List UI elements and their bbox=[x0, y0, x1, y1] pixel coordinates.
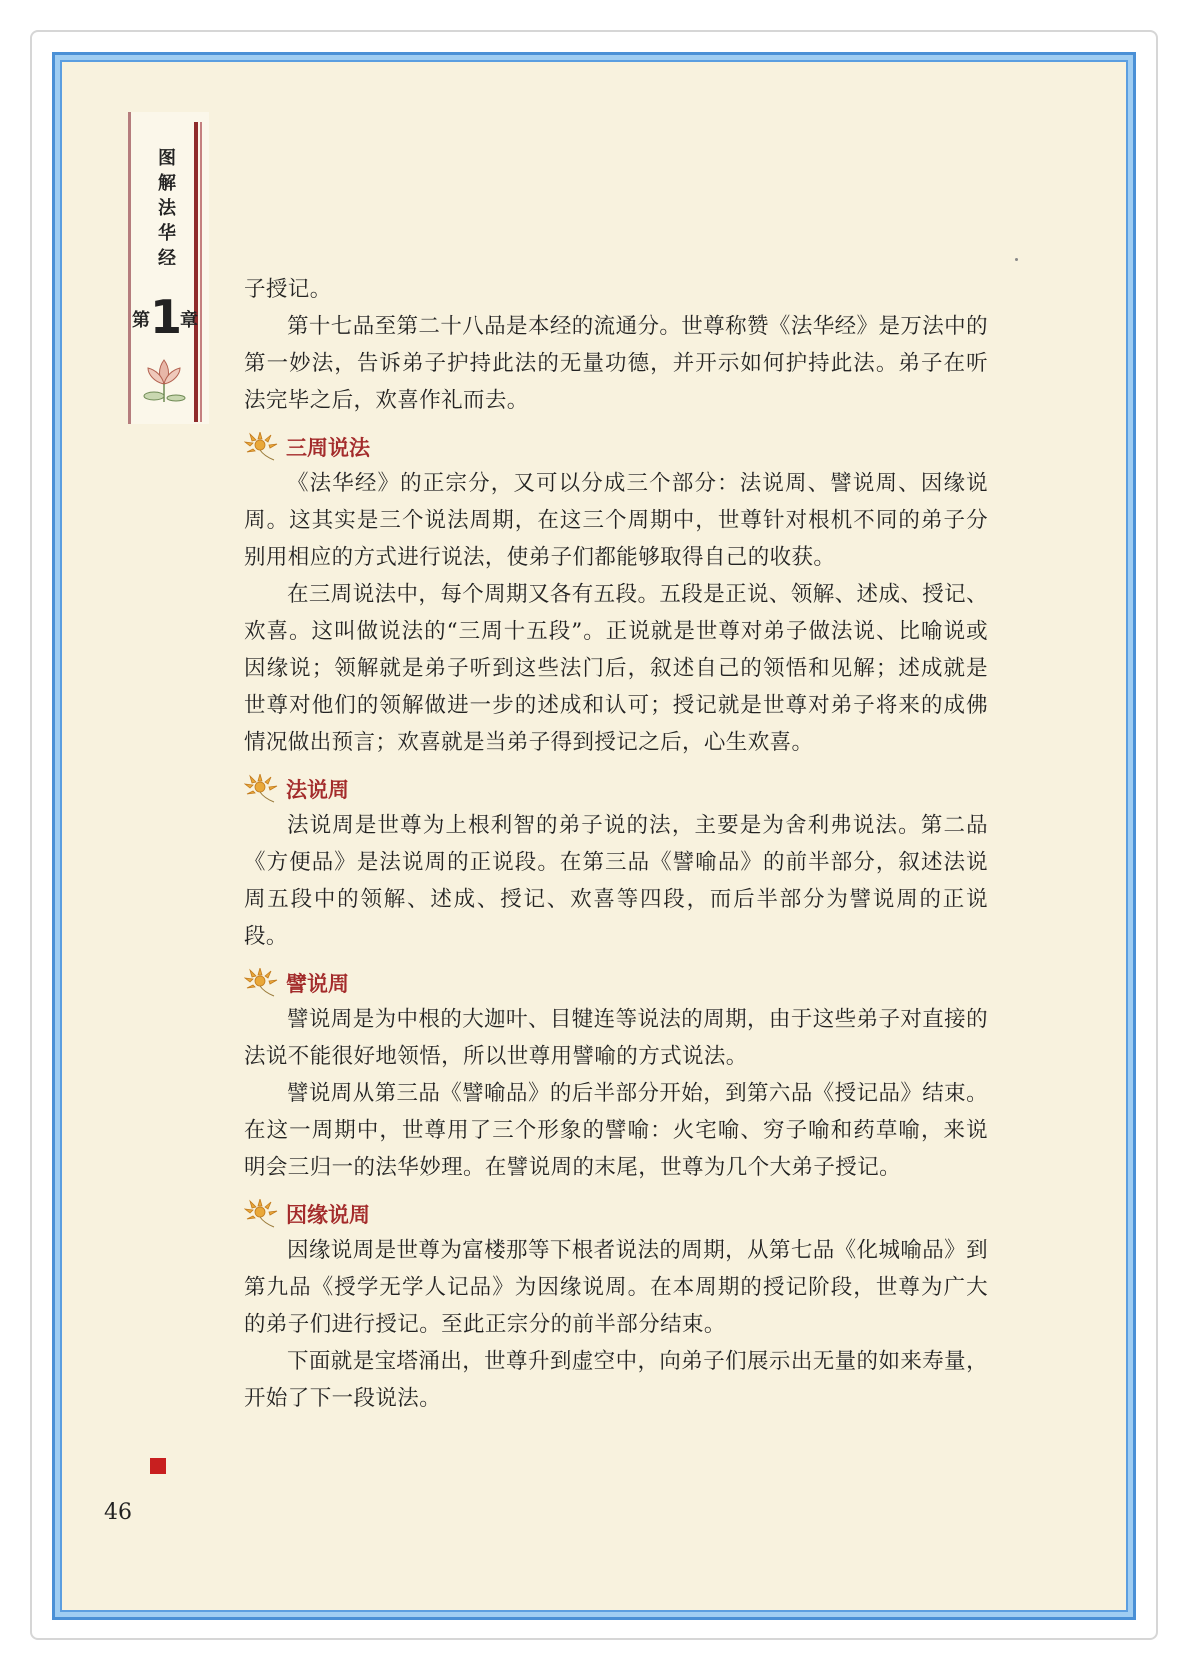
book-title-char: 经 bbox=[158, 248, 176, 269]
book-title-char: 图 bbox=[158, 148, 176, 169]
lotus-flower-icon bbox=[244, 968, 282, 998]
paragraph: 譬说周从第三品《譬喻品》的后半部分开始，到第六品《授记品》结束。在这一周期中，世尊用了三个形象的譬喻：火宅喻、穷子喻和药草喻，来说明会三归一的法华妙理。在譬说周的末尾，世尊为几个大弟子授记。 bbox=[244, 1081, 988, 1180]
paragraph: 第十七品至第二十八品是本经的流通分。世尊称赞《法华经》是万法中的第一妙法，告诉弟子护持此法的无量功德，并开示如何护持此法。弟子在听法完毕之后，欢喜作礼而去。 bbox=[244, 314, 988, 413]
section-heading bbox=[244, 429, 988, 465]
book-title-char: 法 bbox=[158, 198, 176, 219]
lotus-flower-icon bbox=[244, 774, 282, 804]
chapter-prefix: 第 bbox=[132, 310, 150, 331]
book-title-char: 解 bbox=[158, 173, 176, 194]
paragraph: 《法华经》的正宗分，又可以分成三个部分：法说周、譬说周、因缘说周。这其实是三个说法周期，在这三个周期中，世尊针对根机不同的弟子分别用相应的方式进行说法，使弟子们都能够取得自己的收获。 bbox=[244, 471, 988, 570]
chapter-number: 1 bbox=[150, 290, 183, 344]
sidebar-rule-thin bbox=[200, 122, 202, 422]
section-heading-text: 法说周 bbox=[286, 778, 349, 802]
section-heading-text: 三周说法 bbox=[286, 436, 370, 460]
paragraph: 在三周说法中，每个周期又各有五段。五段是正说、领解、述成、授记、欢喜。这叫做说法的“三周十五段”。正说就是世尊对弟子做法说、比喻说或因缘说；领解就是弟子听到这些法门后，叙述自己的领悟和见解；述成就是世尊对他们的领解做进一步的述成和认可；授记就是世尊对弟子将来的成佛情况做出预言；欢喜就是当弟子得到授记之后，心生欢喜。 bbox=[244, 582, 988, 755]
paragraph: 譬说周是为中根的大迦叶、目犍连等说法的周期，由于这些弟子对直接的法说不能很好地领悟，所以世尊用譬喻的方式说法。 bbox=[244, 1007, 988, 1069]
chapter-label bbox=[128, 292, 206, 342]
sidebar-rule bbox=[194, 122, 198, 422]
lotus-flower-icon bbox=[244, 432, 282, 462]
book-title-vertical bbox=[152, 146, 182, 271]
section-heading-text: 因缘说周 bbox=[286, 1203, 370, 1227]
paragraph: 子授记。 bbox=[244, 277, 332, 302]
page-number: 46 bbox=[104, 1500, 132, 1525]
book-title-char: 华 bbox=[158, 223, 176, 244]
lotus-flower-icon bbox=[244, 1199, 282, 1229]
speck bbox=[1015, 258, 1018, 261]
paragraph: 下面就是宝塔涌出，世尊升到虚空中，向弟子们展示出无量的如来寿量，开始了下一段说法。 bbox=[244, 1349, 988, 1411]
lotus-emblem-icon bbox=[136, 352, 192, 404]
red-stamp-mark bbox=[150, 1458, 166, 1474]
section-heading bbox=[244, 771, 988, 807]
chapter-suffix: 章 bbox=[180, 310, 198, 331]
body-text bbox=[244, 271, 988, 1417]
paragraph: 因缘说周是世尊为富楼那等下根者说法的周期，从第七品《化城喻品》到第九品《授学无学人记品》为因缘说周。在本周期的授记阶段，世尊为广大的弟子们进行授记。至此正宗分的前半部分结束。 bbox=[244, 1238, 988, 1337]
section-heading bbox=[244, 965, 988, 1001]
section-heading bbox=[244, 1196, 988, 1232]
section-heading-text: 譬说周 bbox=[286, 972, 349, 996]
paragraph: 法说周是世尊为上根利智的弟子说的法，主要是为舍利弗说法。第二品《方便品》是法说周的正说段。在第三品《譬喻品》的前半部分，叙述法说周五段中的领解、述成、授记、欢喜等四段，而后半部分为譬说周的正说段。 bbox=[244, 813, 988, 949]
